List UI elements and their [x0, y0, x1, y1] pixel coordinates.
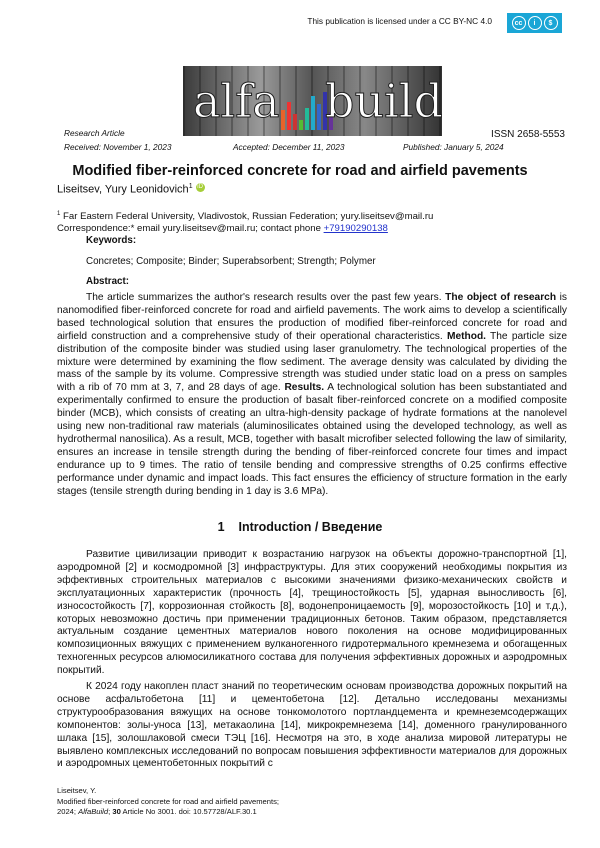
- abstract-seg: is nanomodified fiber-reinforced concrete for road and airfield pavements. The work aims to develop a scientifically based technological solution that ensures the production of modified fiber-reinforced concrete for road and airfield construction and a comprehensive study of their operational characteristics.: [57, 292, 567, 342]
- logo-text-left: alfa: [193, 74, 280, 128]
- abstract-bold: The object of research: [445, 292, 556, 303]
- section-heading: 1 Introduction / Введение: [0, 520, 600, 534]
- issn: ISSN 2658-5553: [491, 129, 565, 140]
- footer-year: 2024;: [57, 807, 78, 816]
- intro-paragraph-1: Развитие цивилизации приводит к возрастанию нагрузок на объекты дорожно-транспортной [1], аэродромной [2] и космодромной [3] инфраструктуры. Для этих сооружений необходимы покрытия из эффективных строительных материалов с высокими значениями физико-механических свойств и эксплуатационных характеристик (прочность [4], трещиностойкость [5], ударная выносливость [6], износостойкость [7], коррозионная стойкость [8], водонепроницаемость [9], морозостойкость [10] и т.д.), которых невозможно достичь при применении традиционных бетонов. Таким образом, представляется актуальным создание цементных материалов нового поколения на основе модифицированных композиционных вяжущих с применением вулканогенного гидротермального кремнезема и обогащенных техногенных ресурсов алюмосиликатного состава для получения эффективных дорожных и аэродромных покрытий.: [57, 549, 567, 678]
- footer-sep: ;: [108, 807, 112, 816]
- by-icon: i: [528, 16, 542, 30]
- abstract-seg: The particle size distribution of the composite binder was studied using laser granulometry. The technological properties of the mixture were determined by examining the flow sediment. The average density was calculated by dividing the mass of the sample by its volume. Compressive strength was studied under static load on a press on samples with a rib of 70 mm at 3, 7, and 28 days of age.: [57, 331, 567, 394]
- license-text: This publication is licensed under a CC BY-NC 4.0: [307, 16, 492, 26]
- footer-citation: [57, 786, 279, 818]
- keywords-heading: Keywords:: [86, 235, 136, 246]
- logo-text-right: build: [325, 74, 442, 128]
- journal-logo: [183, 66, 442, 136]
- intro-paragraph-2: К 2024 году накоплен пласт знаний по теоретическим основам производства дорожных покрытий на основе асфальтобетона [11] и цементобетона [12]. Детально исследованы механизмы структурообразования вяжущих на основе тонкомолотого портландцемента и кремнеземсодержащих компонентов: золы-уноса [13], метакаолина [14], микрокремнезема [14], доменного гранулированного шлака [15], золошлаковой смеси ТЭЦ [16]. Несмотря на это, в ходе анализа мировой литературы не выявлено комплексных исследований по вопросам повышения эффективности материалов для дорожных и аэродромных цементобетонных покрытий с: [57, 681, 567, 771]
- received-date: Received: November 1, 2023: [64, 142, 171, 152]
- footer-title: Modified fiber-reinforced concrete for road and airfield pavements;: [57, 797, 279, 806]
- abstract-heading: Abstract:: [86, 276, 129, 287]
- keywords-text: Concretes; Composite; Binder; Superabsorbent; Strength; Polymer: [86, 256, 376, 267]
- cc-icon: cc: [512, 16, 526, 30]
- published-date: Published: January 5, 2024: [403, 142, 504, 152]
- correspondence: Correspondence:* email yury.liseitsev@mail.ru; contact phone: [57, 223, 324, 234]
- cc-license-badge[interactable]: [507, 13, 562, 33]
- affiliation: [57, 208, 433, 235]
- affiliation-line: Far Eastern Federal University, Vladivostok, Russian Federation; yury.liseitsev@mail.ru: [63, 211, 433, 222]
- abstract-bold: Results.: [284, 382, 324, 393]
- nc-icon: $: [544, 16, 558, 30]
- abstract-text: [57, 292, 567, 499]
- footer-journal: AlfaBuild: [78, 807, 108, 816]
- footer-author: Liseitsev, Y.: [57, 786, 96, 795]
- abstract-bold: Method.: [447, 331, 486, 342]
- footer-volume: 30: [112, 807, 120, 816]
- page-title: Modified fiber-reinforced concrete for road and airfield pavements: [0, 163, 600, 179]
- phone-link[interactable]: +79190290138: [324, 223, 388, 234]
- article-type: Research Article: [64, 128, 125, 138]
- affil-sup: 1: [57, 211, 60, 217]
- author-line: [57, 183, 205, 196]
- footer-doi: Article No 3001. doi: 10.57728/ALF.30.1: [121, 807, 257, 816]
- author-name: Liseitsev, Yury Leonidovich: [57, 184, 189, 196]
- orcid-icon[interactable]: iD: [196, 183, 205, 192]
- abstract-seg: A technological solution has been substantiated and experimentally confirmed to ensure the production of basalt fiber-reinforced concrete on a modified composite binder (MCB), which consists of creating an ultra-high-density package of hydrate formations at the nanolevel using new non-traditional raw materials (aluminosilicates obtained using the developed technology, as well as hydrothermal nanosilica). As a result, MCB, together with basalt microfiber selected following the law of similarity, ensures an increase in tensile strength during the bending of fiber-reinforced concrete four times and impact endurance up to 9 times. The ratio of tensile bending and compressive strengths of 0.25 confirms effective performance under dynamic and impact loads. This fact ensures the efficiency of structure formation in the early stages (tensile strength during bending in 1 day is 3.6 MPa).: [57, 382, 567, 496]
- author-sup: 1: [189, 183, 193, 190]
- accepted-date: Accepted: December 11, 2023: [233, 142, 344, 152]
- abstract-seg: The article summarizes the author's research results over the past few years.: [86, 292, 445, 303]
